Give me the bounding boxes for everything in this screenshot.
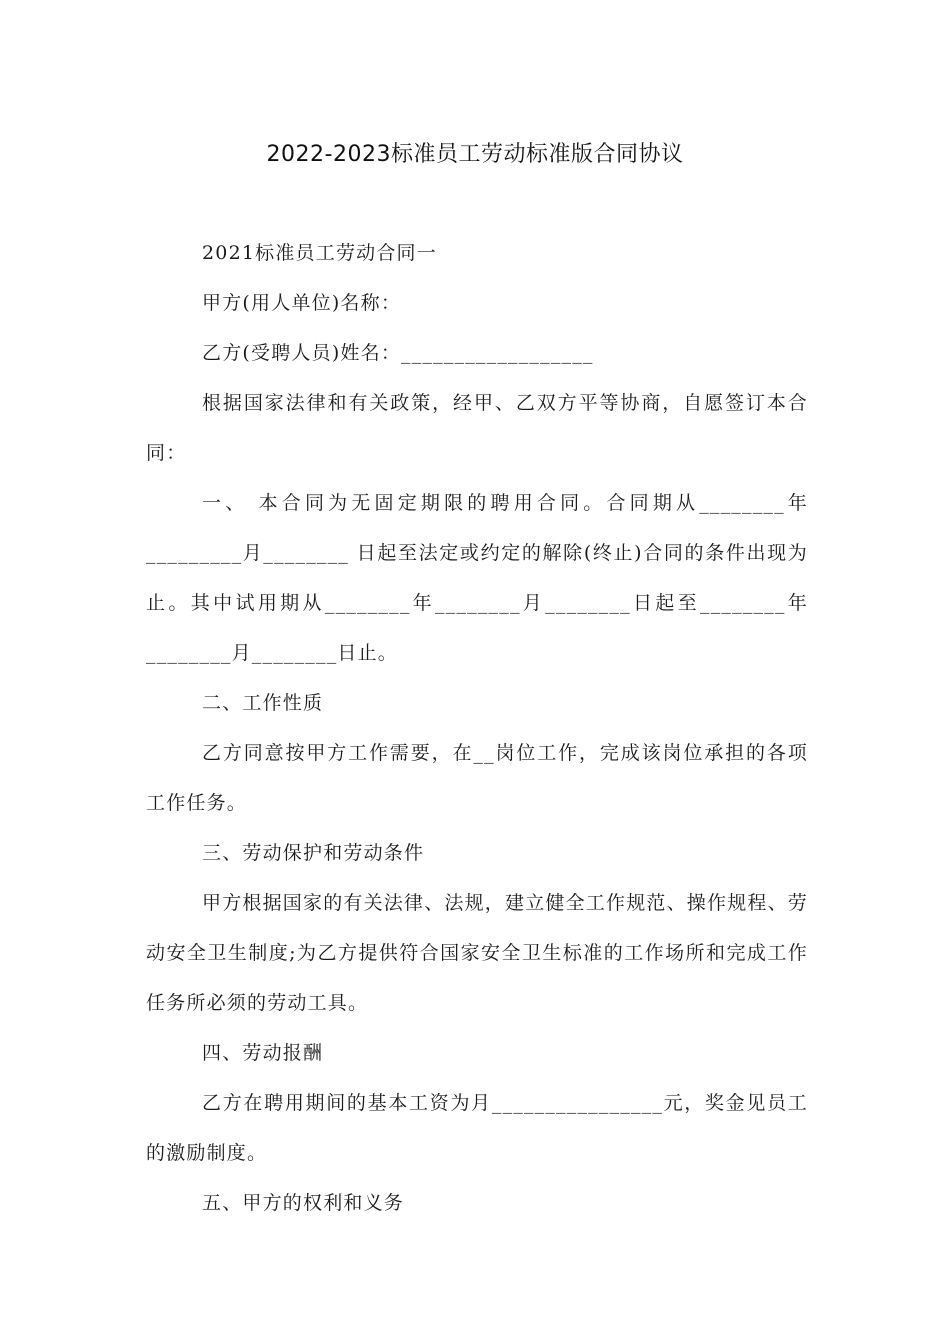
paragraph-contract-heading: 2021标准员工劳动合同一 bbox=[202, 242, 437, 264]
paragraph-party-a: 甲方(用人单位)名称： bbox=[202, 292, 402, 314]
paragraph-preamble: 根据国家法律和有关政策，经甲、乙双方平等协商，自愿签订本合同： bbox=[146, 392, 808, 464]
section-heading-2: 二、工作性质 bbox=[202, 692, 324, 714]
section-heading-3: 三、劳动保护和劳动条件 bbox=[202, 842, 425, 864]
document-body bbox=[146, 228, 808, 1228]
paragraph-party-b: 乙方(受聘人员)姓名：__________________ bbox=[202, 342, 594, 364]
paragraph-clause-4: 乙方在聘用期间的基本工资为月________________元，奖金见员工的激励制度。 bbox=[146, 1092, 808, 1164]
paragraph-clause-3: 甲方根据国家的有关法律、法规，建立健全工作规范、操作规程、劳动安全卫生制度;为乙方提供符合国家安全卫生标准的工作场所和完成工作任务所必须的劳动工具。 bbox=[146, 892, 809, 1014]
document-title: 2022-2023标准员工劳动标准版合同协议 bbox=[266, 142, 684, 167]
paragraph-clause-2: 乙方同意按甲方工作需要，在__岗位工作，完成该岗位承担的各项工作任务。 bbox=[146, 742, 808, 814]
section-heading-4: 四、劳动报酬 bbox=[202, 1042, 324, 1064]
section-heading-5: 五、甲方的权利和义务 bbox=[202, 1192, 405, 1214]
paragraph-clause-1: 一、 本合同为无固定期限的聘用合同。合同期从________年_________月________ 日起至法定或约定的解除(终止)合同的条件出现为止。其中试用期从________年________月________日起至________年________月________日止。 bbox=[146, 492, 808, 664]
